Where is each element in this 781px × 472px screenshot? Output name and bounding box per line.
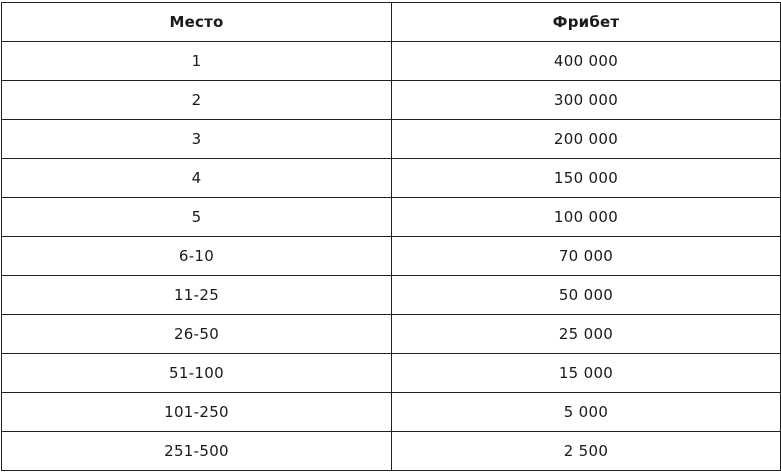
freebet-cell: 200 000 <box>392 120 781 159</box>
header-place: Место <box>2 3 392 42</box>
table-row <box>2 354 781 393</box>
place-cell: 251-500 <box>2 432 392 471</box>
place-cell: 51-100 <box>2 354 392 393</box>
table-row <box>2 237 781 276</box>
place-cell: 101-250 <box>2 393 392 432</box>
place-cell: 3 <box>2 120 392 159</box>
table-header-row <box>2 3 781 42</box>
table-row <box>2 276 781 315</box>
place-cell: 26-50 <box>2 315 392 354</box>
table-row <box>2 393 781 432</box>
freebet-cell: 400 000 <box>392 42 781 81</box>
place-cell: 2 <box>2 81 392 120</box>
table-row <box>2 315 781 354</box>
table-row <box>2 120 781 159</box>
freebet-cell: 150 000 <box>392 159 781 198</box>
freebet-cell: 70 000 <box>392 237 781 276</box>
place-cell: 4 <box>2 159 392 198</box>
freebet-cell: 50 000 <box>392 276 781 315</box>
place-cell: 6-10 <box>2 237 392 276</box>
place-cell: 11-25 <box>2 276 392 315</box>
prize-table-container <box>1 2 780 471</box>
freebet-cell: 100 000 <box>392 198 781 237</box>
freebet-cell: 300 000 <box>392 81 781 120</box>
freebet-cell: 15 000 <box>392 354 781 393</box>
freebet-cell: 25 000 <box>392 315 781 354</box>
freebet-cell: 2 500 <box>392 432 781 471</box>
table-row <box>2 432 781 471</box>
table-row <box>2 159 781 198</box>
table-row <box>2 198 781 237</box>
table-row <box>2 42 781 81</box>
place-cell: 5 <box>2 198 392 237</box>
header-freebet: Фрибет <box>392 3 781 42</box>
prize-table <box>1 2 781 471</box>
place-cell: 1 <box>2 42 392 81</box>
table-row <box>2 81 781 120</box>
freebet-cell: 5 000 <box>392 393 781 432</box>
